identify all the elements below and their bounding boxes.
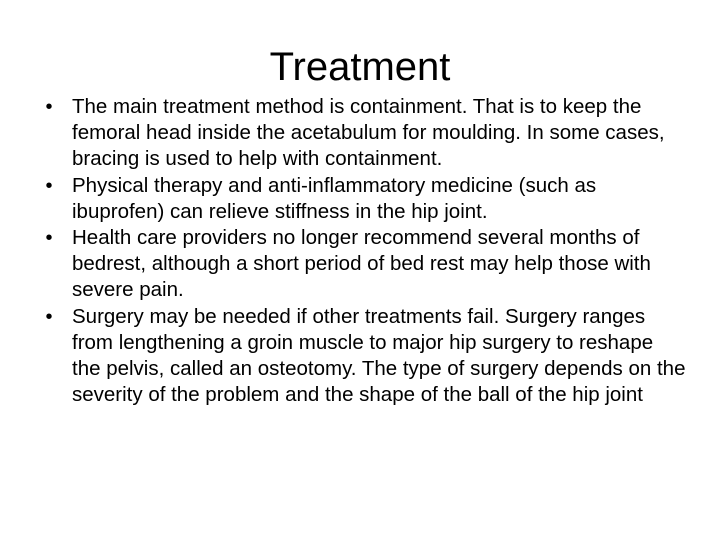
bullet-list [36, 94, 686, 408]
bullet-item-surgery [36, 304, 686, 409]
slide-title: Treatment [269, 45, 451, 89]
bullet-text: Surgery may be needed if other treatments fail. Surgery ranges from lengthening a groin muscle to major hip surgery to reshape the pelvis, called an osteotomy. The type of surgery depends on the severity of the problem and the shape of the ball of the hip joint [72, 304, 686, 407]
bullet-item-bedrest [36, 225, 686, 304]
bullet-item-physical-therapy [36, 173, 686, 225]
bullet-text: The main treatment method is containment. That is to keep the femoral head inside the acetabulum for moulding. In some cases, bracing is used to help with containment. [72, 95, 665, 171]
bullet-icon: • [45, 174, 53, 197]
bullet-item-containment [36, 94, 686, 173]
bullet-icon: • [45, 227, 53, 250]
bullet-icon: • [45, 96, 53, 118]
bullet-icon: • [45, 305, 53, 328]
bullet-text: Physical therapy and anti-inflammatory medicine (such as ibuprofen) can relieve stiffness in the hip joint. [72, 173, 597, 223]
bullet-text: Health care providers no longer recommend several months of bedrest, although a short period of bed rest may help those with severe pain. [72, 226, 651, 302]
